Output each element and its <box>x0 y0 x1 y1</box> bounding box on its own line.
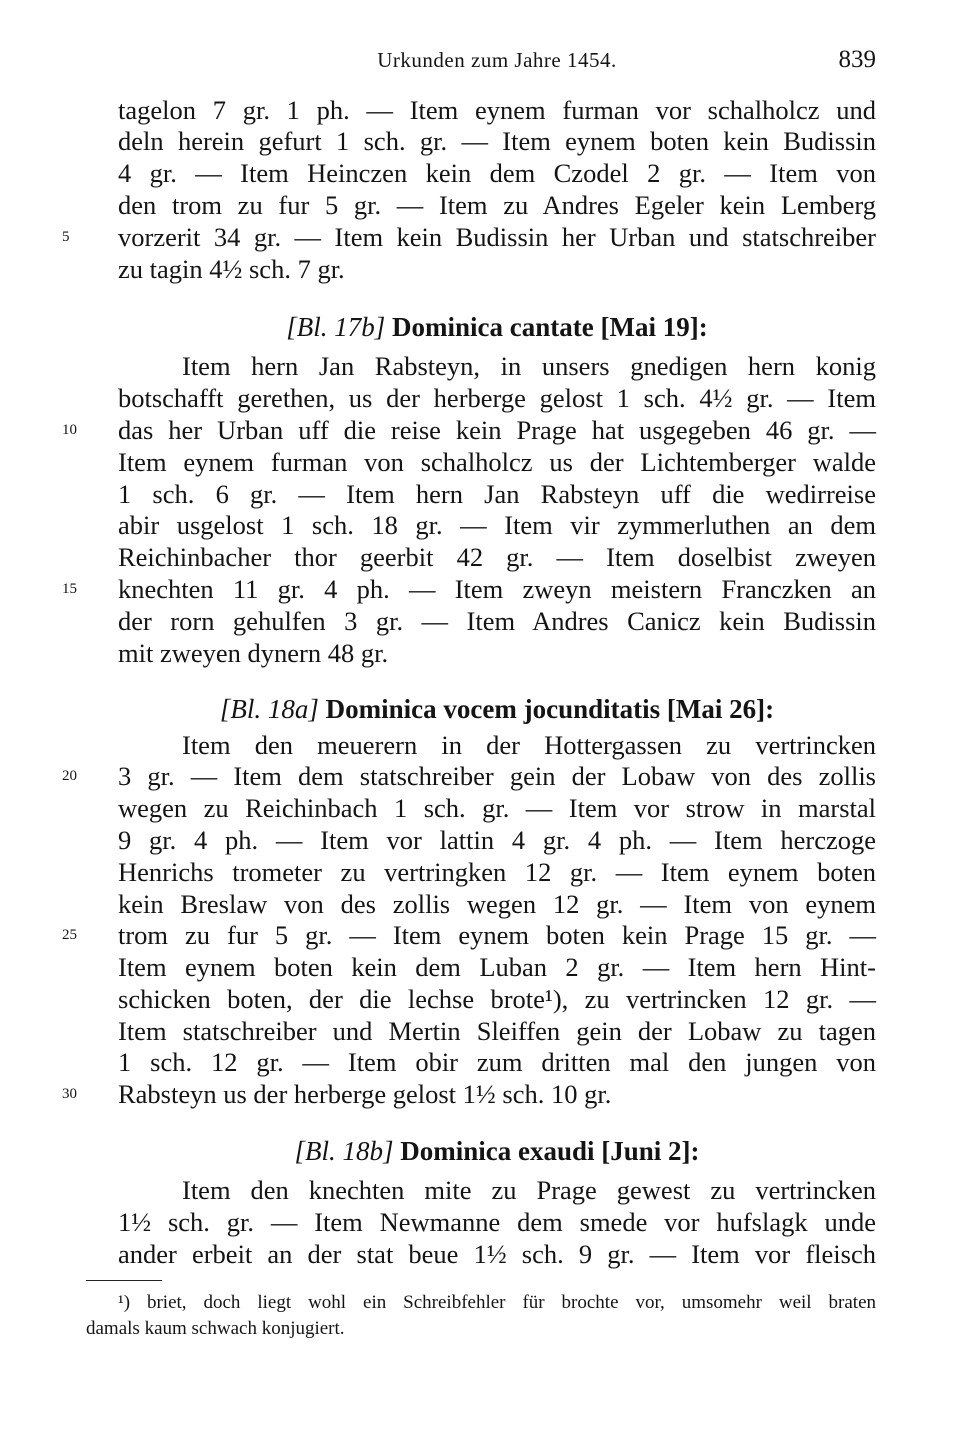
footnote-line: ¹) briet, doch liegt wohl ein Schreibfehler für brochte vor, umsomehr weil braten <box>118 1292 876 1313</box>
line-number: 20 <box>62 768 77 784</box>
line-number: 30 <box>62 1086 77 1102</box>
running-title: Urkunden zum Jahre 1454. <box>377 48 617 72</box>
text-line: den trom zu fur 5 gr. — Item zu Andres Egeler kein Lemberg <box>118 190 876 220</box>
text-line: Henrichs trometer zu vertringken 12 gr. — Item eynem boten <box>118 857 876 887</box>
line-number: 25 <box>62 927 77 943</box>
section-heading <box>118 307 876 347</box>
text-line: botschafft gerethen, us der herberge gelost 1 sch. 4½ gr. — Item <box>118 383 876 413</box>
text-line: Item hern Jan Rabsteyn, in unsers gnedigen hern konig <box>182 351 876 381</box>
page-number: 839 <box>838 46 876 73</box>
folio-reference: [Bl. 18a] <box>219 694 319 724</box>
section-heading <box>118 689 876 729</box>
text-line: tagelon 7 gr. 1 ph. — Item eynem furman vor schalholcz und <box>118 95 876 125</box>
text-line: wegen zu Reichinbach 1 sch. gr. — Item vor strow in marstal <box>118 793 876 823</box>
text-line: Rabsteyn us der herberge gelost 1½ sch. 10 gr. <box>118 1079 612 1109</box>
footnote-rule <box>86 1280 162 1281</box>
text-line: schicken boten, der die lechse brote¹), zu vertrincken 12 gr. — <box>118 984 876 1014</box>
text-line: Item den meuerern in der Hottergassen zu vertrincken <box>182 730 876 760</box>
text-line: Item eynem furman von schalholcz us der Lichtemberger walde <box>118 447 876 477</box>
section-title: Dominica cantate [Mai 19]: <box>392 312 708 342</box>
line-number: 15 <box>62 581 77 597</box>
text-line: 9 gr. 4 ph. — Item vor lattin 4 gr. 4 ph. — Item herczoge <box>118 825 876 855</box>
running-header <box>118 44 876 78</box>
text-line: mit zweyen dynern 48 gr. <box>118 638 389 668</box>
text-line: Item den knechten mite zu Prage gewest zu vertrincken <box>182 1175 876 1205</box>
footnote-line: damals kaum schwach konjugiert. <box>86 1318 345 1339</box>
text-line: knechten 11 gr. 4 ph. — Item zweyn meistern Franczken an <box>118 574 876 604</box>
text-line: abir usgelost 1 sch. 18 gr. — Item vir zymmerluthen an dem <box>118 510 876 540</box>
text-line: zu tagin 4½ sch. 7 gr. <box>118 254 345 284</box>
text-line: 1 sch. 12 gr. — Item obir zum dritten mal den jungen von <box>118 1047 876 1077</box>
text-line: trom zu fur 5 gr. — Item eynem boten kein Prage 15 gr. — <box>118 920 876 950</box>
text-line: Item statschreiber und Mertin Sleiffen gein der Lobaw zu tagen <box>118 1016 876 1046</box>
text-line: kein Breslaw von des zollis wegen 12 gr. — Item von eynem <box>118 889 876 919</box>
line-number: 10 <box>62 422 77 438</box>
text-line: Reichinbacher thor geerbit 42 gr. — Item doselbist zweyen <box>118 542 876 572</box>
text-line: das her Urban uff die reise kein Prage hat usgegeben 46 gr. — <box>118 415 876 445</box>
text-line: der rorn gehulfen 3 gr. — Item Andres Canicz kein Budissin <box>118 606 876 636</box>
text-line: 1 sch. 6 gr. — Item hern Jan Rabsteyn uff die wedirreise <box>118 479 876 509</box>
text-line: ander erbeit an der stat beue 1½ sch. 9 gr. — Item vor fleisch <box>118 1239 876 1269</box>
text-line: vorzerit 34 gr. — Item kein Budissin her Urban und statschreiber <box>118 222 876 252</box>
text-line: 1½ sch. gr. — Item Newmanne dem smede vor hufslagk unde <box>118 1207 876 1237</box>
section-title: Dominica vocem jocunditatis [Mai 26]: <box>325 694 775 724</box>
text-line: 4 gr. — Item Heinczen kein dem Czodel 2 gr. — Item von <box>118 158 876 188</box>
line-number: 5 <box>62 229 70 245</box>
section-title: Dominica exaudi [Juni 2]: <box>400 1136 700 1166</box>
text-line: Item eynem boten kein dem Luban 2 gr. — Item hern Hint- <box>118 952 876 982</box>
text-line: deln herein gefurt 1 sch. gr. — Item eynem boten kein Budissin <box>118 126 876 156</box>
folio-reference: [Bl. 18b] <box>294 1136 394 1166</box>
text-line: 3 gr. — Item dem statschreiber gein der Lobaw von des zollis <box>118 761 876 791</box>
folio-reference: [Bl. 17b] <box>286 312 386 342</box>
section-heading <box>118 1131 876 1171</box>
